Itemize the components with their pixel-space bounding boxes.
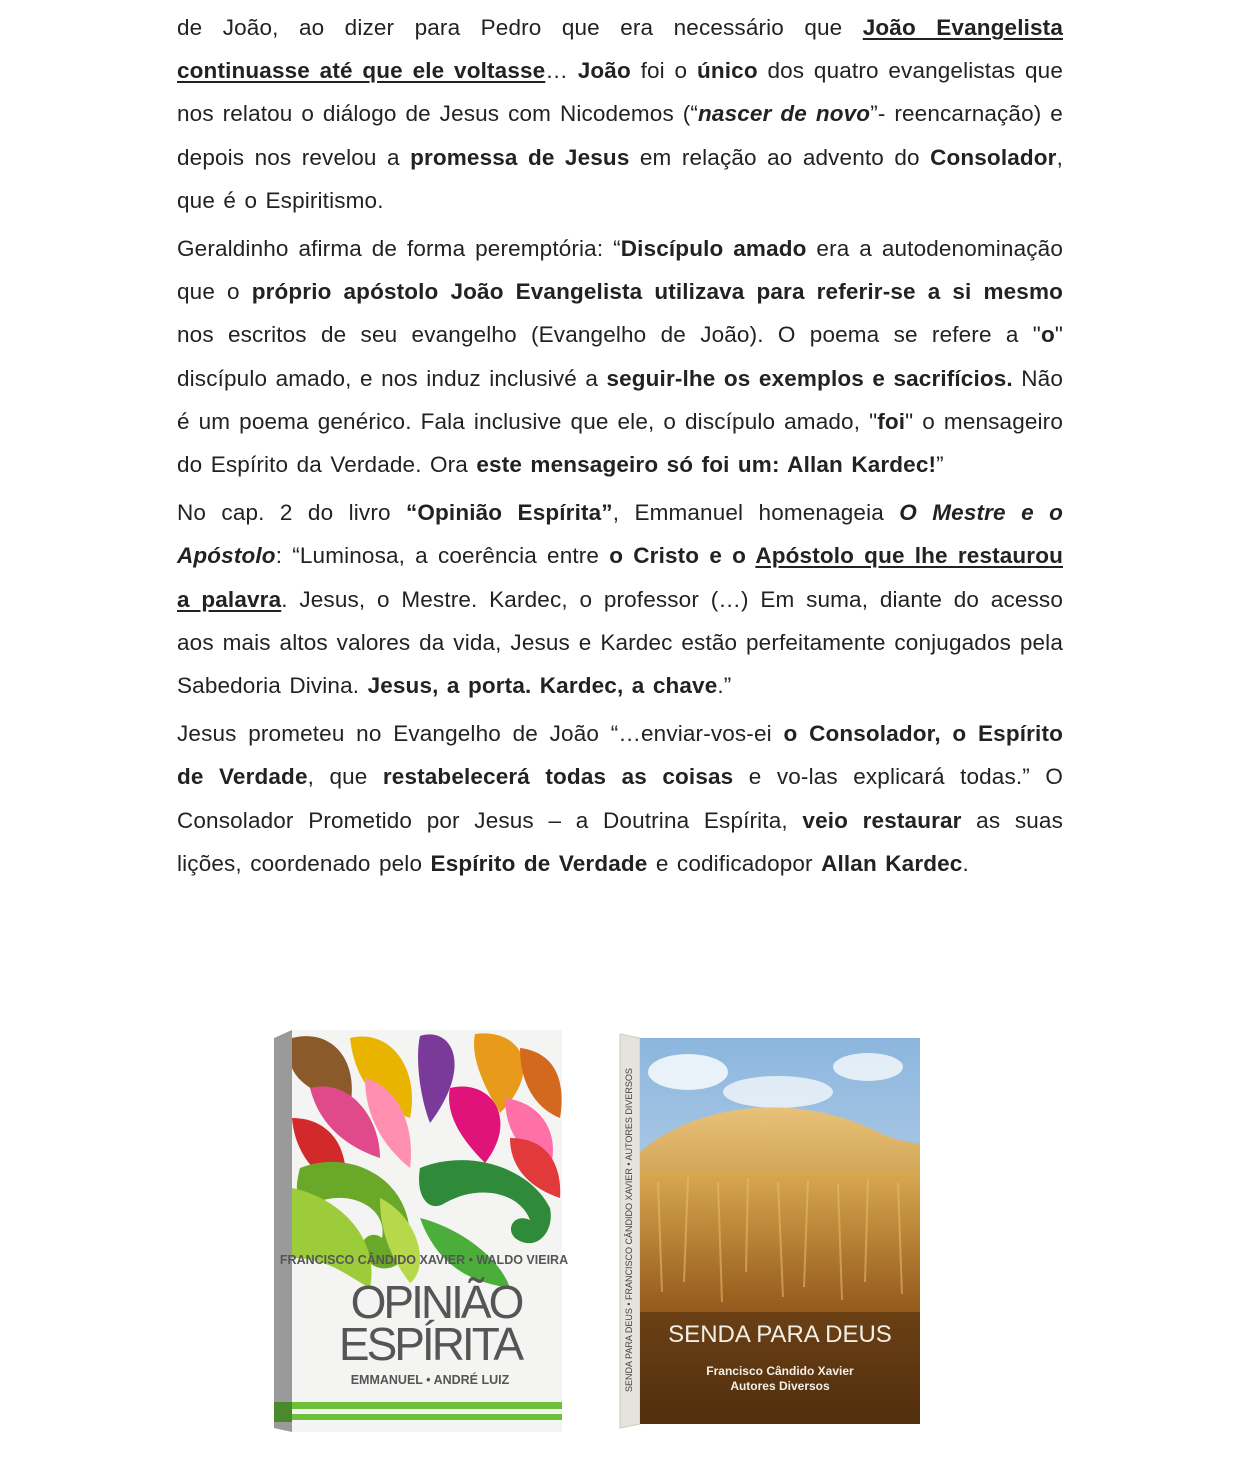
text-run: : “Luminosa, a coerência entre bbox=[275, 543, 610, 569]
text-run: único bbox=[696, 58, 758, 84]
text-run: ”- reencarnação) e depois nos revelou a bbox=[177, 101, 1063, 170]
text-run: ” bbox=[936, 452, 944, 478]
text-run: Discípulo amado bbox=[620, 236, 807, 262]
text-run: João bbox=[577, 58, 631, 84]
text-run: , que bbox=[307, 764, 383, 790]
text-run: O Mestre e o Apóstolo bbox=[177, 500, 1063, 569]
text-run: o Consolador, o Espírito de Verdade bbox=[177, 721, 1063, 790]
text-run: Allan Kardec bbox=[821, 850, 963, 876]
document-body bbox=[177, 6, 1063, 890]
text-run: Espírito de Verdade bbox=[430, 850, 648, 876]
text-run: Jesus prometeu no Evangelho de João “…enviar-vos-ei bbox=[177, 721, 784, 747]
text-run: " o mensageiro do Espírito da Verdade. Ora bbox=[177, 408, 1063, 478]
text-run: No cap. 2 do livro bbox=[177, 500, 406, 526]
text-run: em relação ao advento do bbox=[629, 144, 931, 170]
book-cover-senda-para-deus bbox=[618, 1032, 928, 1432]
text-run: próprio apóstolo João Evangelista utilizava para referir-se a si mesmo bbox=[251, 279, 1063, 305]
text-run: . Jesus, o Mestre. Kardec, o professor (…) Em suma, diante do acesso aos mais altos valores da vida, Jesus e Kardec estão perfeitamente conjugados pela Sabedoria Divina. bbox=[177, 586, 1063, 699]
text-run: Jesus, a porta. Kardec, a chave bbox=[367, 673, 718, 699]
text-run: , Emmanuel homenageia bbox=[612, 500, 900, 526]
text-run: as suas lições, coordenado pelo bbox=[177, 807, 1063, 876]
text-run: nascer de novo bbox=[698, 101, 871, 127]
text-run: . bbox=[962, 850, 969, 876]
book2-title: SENDA PARA DEUS bbox=[668, 1321, 892, 1348]
text-run: era a autodenominação que o bbox=[177, 236, 1063, 305]
book-cover-opiniao-espirita bbox=[270, 1028, 570, 1438]
text-run: seguir-lhe os exemplos e sacrifícios. bbox=[606, 365, 1013, 391]
text-run: João Evangelista continuasse até que ele voltasse bbox=[177, 15, 1063, 84]
book-images bbox=[0, 1028, 1241, 1438]
text-run: " discípulo amado, e nos induz inclusivé a bbox=[177, 322, 1063, 391]
text-run: foi bbox=[877, 408, 906, 434]
text-run: “Opinião Espírita” bbox=[405, 500, 613, 526]
text-run: Apóstolo que lhe restaurou a palavra bbox=[177, 543, 1063, 612]
text-run: dos quatro evangelistas que nos relatou o diálogo de Jesus com Nicodemos (“ bbox=[177, 58, 1063, 127]
book2-spine-text: SENDA PARA DEUS • FRANCISCO CÂNDIDO XAVIER • AUTORES DIVERSOS bbox=[624, 1068, 634, 1392]
text-run: foi o bbox=[630, 58, 697, 84]
text-run: e codificadopor bbox=[647, 850, 822, 876]
text-run: Não é um poema genérico. Fala inclusive que ele, o discípulo amado, " bbox=[177, 365, 1063, 434]
text-run: veio restaurar bbox=[802, 807, 962, 833]
text-run: este mensageiro só foi um: Allan Kardec! bbox=[476, 452, 937, 478]
book1-title-line1: OPINIÃO bbox=[350, 1276, 522, 1328]
text-run: o bbox=[1040, 322, 1055, 348]
text-run: .” bbox=[717, 673, 732, 699]
text-run: Consolador bbox=[930, 144, 1057, 170]
text-run: de João, ao dizer para Pedro que era necessário que bbox=[177, 15, 863, 40]
text-run: … bbox=[545, 58, 578, 84]
book1-title-line2: ESPÍRITA bbox=[338, 1318, 522, 1370]
book1-authors: FRANCISCO CÂNDIDO XAVIER • WALDO VIEIRA bbox=[279, 1253, 569, 1267]
paragraph bbox=[177, 712, 1063, 885]
book2-subtitle: Autores Diversos bbox=[730, 1379, 830, 1393]
book1-spirits: EMMANUEL • ANDRÉ LUIZ bbox=[350, 1373, 510, 1387]
text-run: nos escritos de seu evangelho (Evangelho de João). O poema se refere a " bbox=[177, 322, 1041, 348]
text-run: promessa de Jesus bbox=[410, 144, 630, 170]
text-run: , que é o Espiritismo. bbox=[177, 144, 1063, 213]
paragraph bbox=[177, 491, 1063, 707]
paragraph bbox=[177, 6, 1063, 222]
text-run: Geraldinho afirma de forma peremptória: “ bbox=[177, 236, 621, 262]
text-run: o Cristo e o bbox=[609, 543, 756, 569]
text-run: e vo-las explicará todas.” O Consolador Prometido por Jesus – a Doutrina Espírita, bbox=[177, 764, 1063, 833]
text-run: restabelecerá todas as coisas bbox=[382, 764, 734, 790]
book2-author: Francisco Cândido Xavier bbox=[706, 1364, 854, 1378]
paragraph bbox=[177, 227, 1063, 486]
